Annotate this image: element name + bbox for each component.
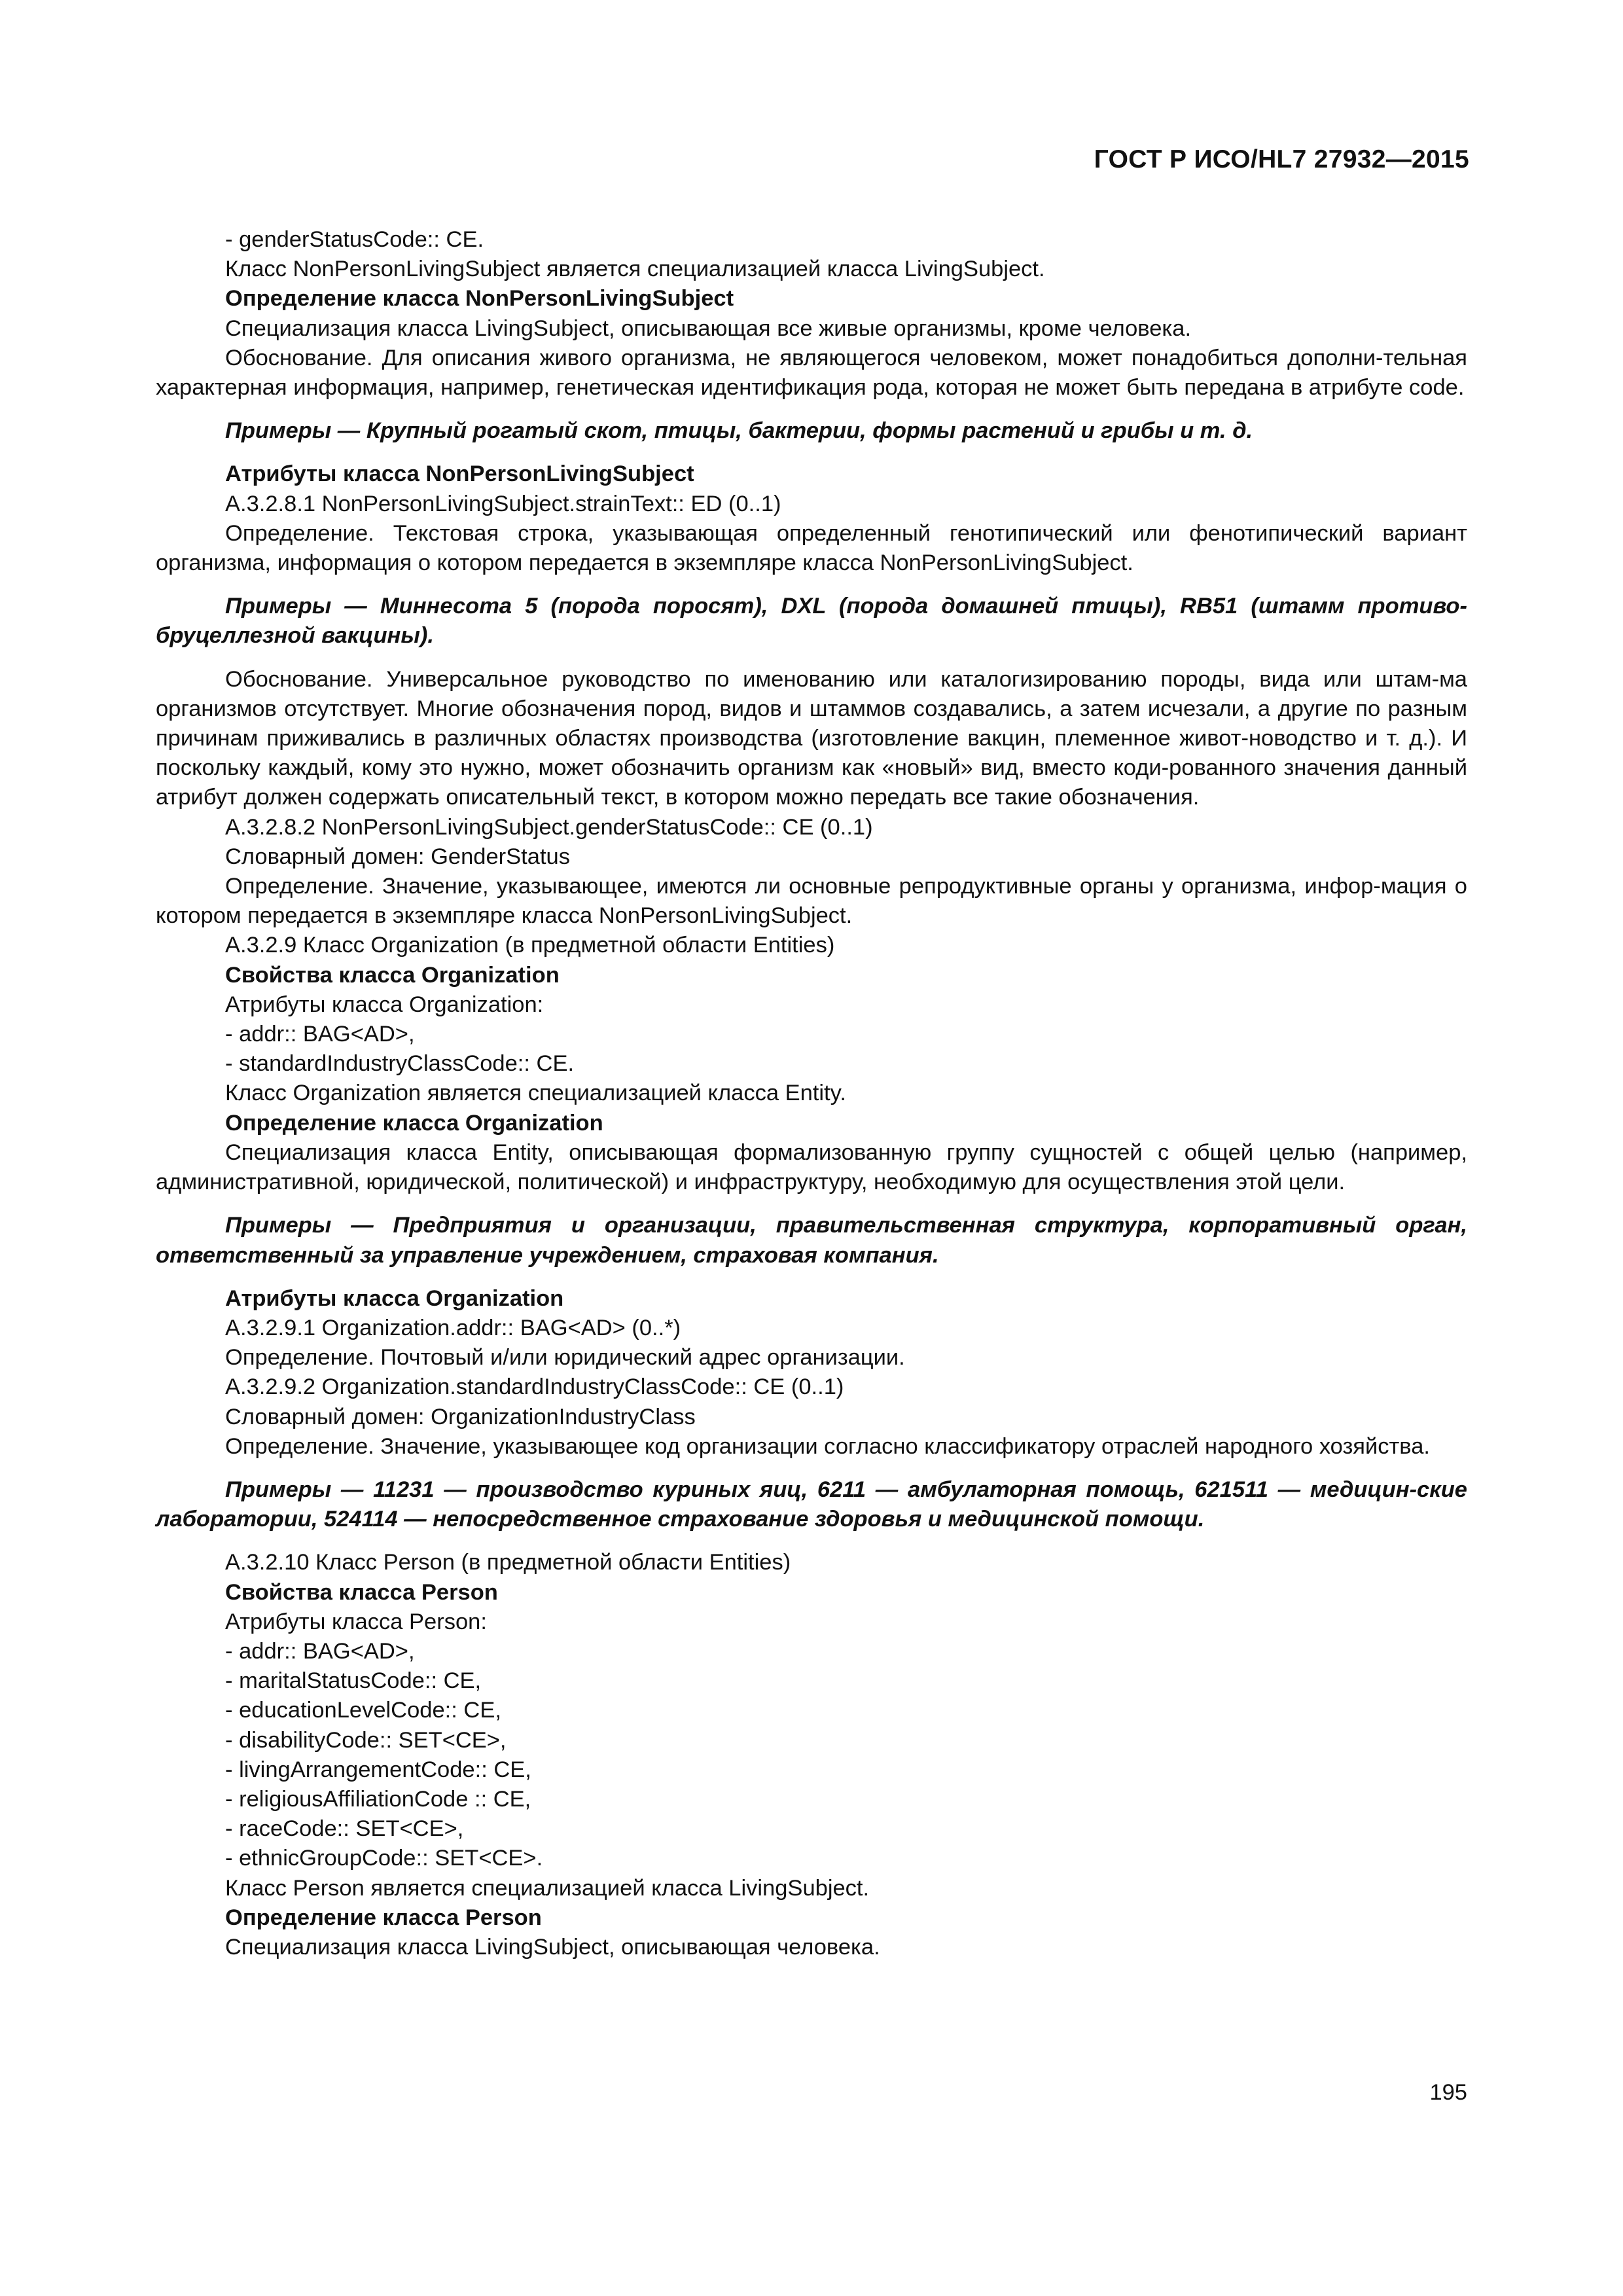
document-header: ГОСТ Р ИСО/HL7 27932—2015 bbox=[1094, 145, 1469, 173]
body-paragraph: A.3.2.8.1 NonPersonLivingSubject.strainText:: ED (0..1) bbox=[225, 491, 781, 516]
body-paragraph: - ethnicGroupCode:: SET<CE>. bbox=[225, 1846, 543, 1871]
body-paragraph: A.3.2.8.2 NonPersonLivingSubject.genderStatusCode:: CE (0..1) bbox=[225, 814, 873, 840]
example-paragraph: Примеры — Миннесота 5 (порода поросят), DXL (порода домашней птицы), RB51 (штамм противо-бруцеллезной вакцины). bbox=[156, 594, 1467, 649]
body-paragraph: - addr:: BAG<AD>, bbox=[225, 1022, 415, 1047]
body-paragraph: Атрибуты класса Organization: bbox=[225, 992, 544, 1017]
body-paragraph: Обоснование. Для описания живого организма, не являющегося человеком, может понадобиться дополни-тельная характерная информация, например, генетическая идентификация рода, которая не может быть передана в атрибуте code. bbox=[156, 345, 1467, 401]
body-paragraph: A.3.2.9.1 Organization.addr:: BAG<AD> (0..*) bbox=[225, 1315, 681, 1340]
body-paragraph: - educationLevelCode:: CE, bbox=[225, 1698, 501, 1723]
body-paragraph: Класс Person является специализацией класса LivingSubject. bbox=[225, 1875, 870, 1901]
body-paragraph: Определение. Значение, указывающее код организации согласно классификатору отраслей народного хозяйства. bbox=[225, 1433, 1431, 1459]
body-paragraph: Определение. Почтовый и/или юридический адрес организации. bbox=[225, 1345, 905, 1371]
section-heading: Свойства класса Organization bbox=[225, 962, 560, 988]
body-paragraph: Определение. Текстовая строка, указывающая определенный генотипический или фенотипический вариант организма, информация о котором передается в экземпляре класса NonPersonLivingSubject. bbox=[156, 520, 1467, 576]
body-paragraph: Класс Organization является специализацией класса Entity. bbox=[225, 1081, 846, 1106]
body-paragraph: Специализация класса Entity, описывающая формализованную группу сущностей с общей целью (например, административной, юридической, политической) и инфраструктуру, необходимую для осуществления этой цели. bbox=[156, 1139, 1467, 1195]
body-paragraph: - standardIndustryClassCode:: CE. bbox=[225, 1051, 575, 1077]
example-paragraph: Примеры — Крупный рогатый скот, птицы, бактерии, формы растений и грибы и т. д. bbox=[225, 418, 1253, 444]
section-heading: Свойства класса Person bbox=[225, 1579, 498, 1605]
example-paragraph: Примеры — 11231 — производство куриных яиц, 6211 — амбулаторная помощь, 621511 — медицин-ские лаборатории, 524114 — непосредственное страхование здоровья и медицинской помощи. bbox=[156, 1477, 1467, 1532]
body-paragraph: Специализация класса LivingSubject, описывающая человека. bbox=[225, 1934, 880, 1960]
section-heading: Определение класса NonPersonLivingSubject bbox=[225, 286, 734, 312]
body-paragraph: - addr:: BAG<AD>, bbox=[225, 1638, 415, 1664]
section-heading: Атрибуты класса Organization bbox=[225, 1285, 564, 1311]
section-heading: Атрибуты класса NonPersonLivingSubject bbox=[225, 461, 694, 487]
body-paragraph: A.3.2.9 Класс Organization (в предметной области Entities) bbox=[225, 933, 835, 958]
body-paragraph: Словарный домен: GenderStatus bbox=[225, 844, 570, 869]
body-paragraph: - religiousAffiliationCode :: CE, bbox=[225, 1786, 531, 1812]
body-paragraph: Определение. Значение, указывающее, имеются ли основные репродуктивные органы у организма, инфор-мация о котором передается в экземпляре класса NonPersonLivingSubject. bbox=[156, 874, 1467, 929]
body-paragraph: - raceCode:: SET<CE>, bbox=[225, 1816, 464, 1842]
example-paragraph: Примеры — Предприятия и организации, правительственная структура, корпоративный орган, ответственный за управление учреждением, страховая компания. bbox=[156, 1213, 1467, 1268]
body-paragraph: - genderStatusCode:: CE. bbox=[225, 227, 484, 252]
body-paragraph: - disabilityCode:: SET<CE>, bbox=[225, 1727, 507, 1753]
document-body bbox=[156, 225, 1467, 1962]
body-paragraph: Класс NonPersonLivingSubject является специализацией класса LivingSubject. bbox=[225, 257, 1045, 282]
body-paragraph: - livingArrangementCode:: CE, bbox=[225, 1757, 531, 1782]
body-paragraph: Специализация класса LivingSubject, описывающая все живые организмы, кроме человека. bbox=[225, 315, 1192, 341]
body-paragraph: A.3.2.10 Класс Person (в предметной области Entities) bbox=[225, 1550, 791, 1575]
body-paragraph: Словарный домен: OrganizationIndustryClass bbox=[225, 1404, 696, 1429]
body-paragraph: Атрибуты класса Person: bbox=[225, 1609, 487, 1634]
page-number: 195 bbox=[1429, 2080, 1467, 2105]
section-heading: Определение класса Person bbox=[225, 1905, 542, 1930]
body-paragraph: - maritalStatusCode:: CE, bbox=[225, 1668, 482, 1694]
body-paragraph: A.3.2.9.2 Organization.standardIndustryClassCode:: CE (0..1) bbox=[225, 1374, 844, 1400]
body-paragraph: Обоснование. Универсальное руководство по именованию или каталогизированию породы, вида или штам-ма организмов отсутствует. Многие обозначения пород, видов и штаммов создавались, а затем исчезали, а другие по разным причинам приживались в различных областях производства (изготовление вакцин, племенное живот-новодство и т. д.). И поскольку каждый, кому это нужно, может обозначить организм как «новый» вид, вместо коди-рованного значения данный атрибут должен содержать описательный текст, в котором можно передать все такие обозначения. bbox=[156, 666, 1467, 810]
section-heading: Определение класса Organization bbox=[225, 1110, 603, 1136]
